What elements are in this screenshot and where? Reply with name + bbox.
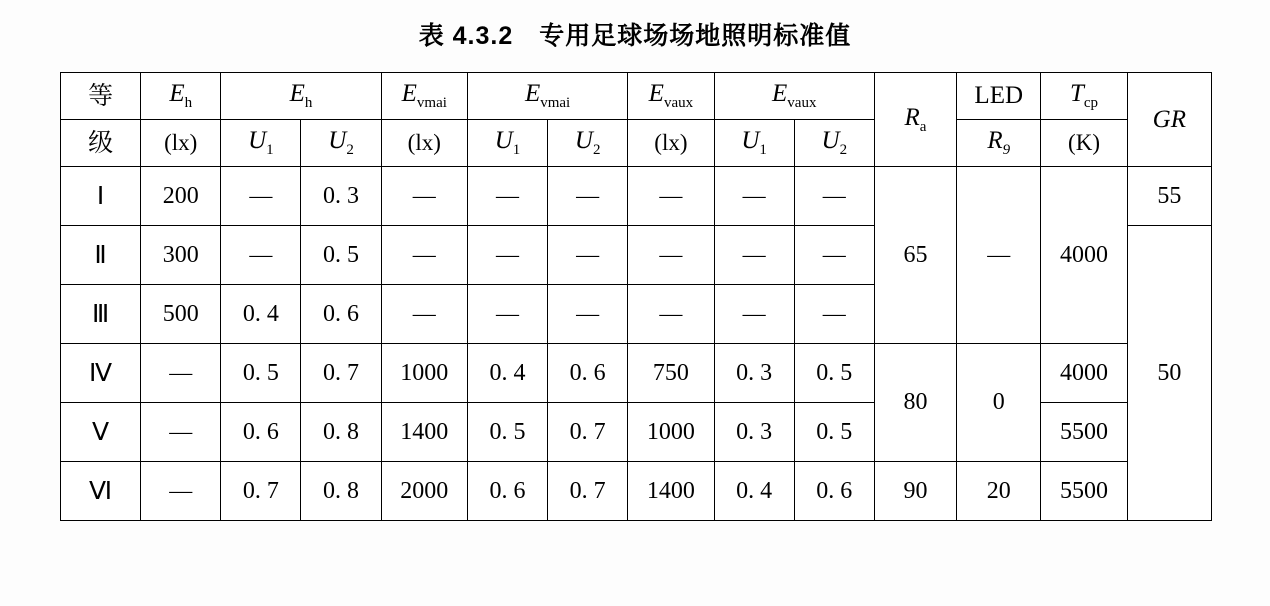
table-row	[61, 462, 1212, 521]
cell-evaux-u1: —	[714, 167, 794, 226]
cell-evmai-u2: 0. 7	[548, 403, 628, 462]
cell-ra-merged: 65	[874, 167, 956, 344]
cell-grade: Ⅲ	[61, 285, 141, 344]
header-eh-u1: $U_1$	[221, 120, 301, 167]
header-grade-line1: 等	[61, 73, 141, 120]
cell-gr: 55	[1127, 167, 1211, 226]
cell-evmai-u2: 0. 6	[548, 344, 628, 403]
cell-grade: Ⅵ	[61, 462, 141, 521]
cell-evmai-u1: —	[467, 167, 547, 226]
cell-grade: Ⅰ	[61, 167, 141, 226]
cell-evmai-u2: —	[548, 285, 628, 344]
header-eh-uniformity: $E_h$	[221, 73, 381, 120]
header-r9: $R_9$	[957, 120, 1041, 167]
cell-ra: 90	[874, 462, 956, 521]
header-evaux-u1: $U_1$	[714, 120, 794, 167]
cell-evmai-u2: 0. 7	[548, 462, 628, 521]
cell-eh: 200	[141, 167, 221, 226]
header-grade-line2: 级	[61, 120, 141, 167]
cell-tcp: 5500	[1041, 462, 1127, 521]
cell-evmai-u2: —	[548, 226, 628, 285]
header-gr: GR	[1127, 73, 1211, 167]
cell-evmai: —	[381, 167, 467, 226]
cell-r9: 20	[957, 462, 1041, 521]
cell-r9-merged: —	[957, 167, 1041, 344]
cell-grade: Ⅱ	[61, 226, 141, 285]
cell-evmai: 1000	[381, 344, 467, 403]
cell-eh-u1: 0. 5	[221, 344, 301, 403]
header-evmai-unit: (lx)	[381, 120, 467, 167]
header-eh-lx: $E_h$	[141, 73, 221, 120]
cell-ra-merged: 80	[874, 344, 956, 462]
cell-evaux-u1: —	[714, 285, 794, 344]
cell-evmai-u1: —	[467, 226, 547, 285]
table-header-row-1	[61, 73, 1212, 120]
cell-evaux-u2: —	[794, 285, 874, 344]
cell-evaux-u2: —	[794, 167, 874, 226]
cell-evaux-u2: 0. 6	[794, 462, 874, 521]
header-evmai-lx: $E_{vmai}$	[381, 73, 467, 120]
header-eh-unit: (lx)	[141, 120, 221, 167]
header-evmai-u1: $U_1$	[467, 120, 547, 167]
cell-eh-u1: 0. 7	[221, 462, 301, 521]
cell-eh-u2: 0. 8	[301, 403, 381, 462]
cell-evmai-u1: 0. 5	[467, 403, 547, 462]
cell-evmai: 2000	[381, 462, 467, 521]
cell-eh-u2: 0. 7	[301, 344, 381, 403]
cell-evaux: 750	[628, 344, 714, 403]
lighting-standard-table-wrap	[60, 72, 1212, 521]
header-evaux-u2: $U_2$	[794, 120, 874, 167]
cell-eh-u2: 0. 8	[301, 462, 381, 521]
table-header-row-2	[61, 120, 1212, 167]
caption-number: 表 4.3.2	[418, 22, 514, 50]
cell-eh: 500	[141, 285, 221, 344]
header-evmai-uniformity: $E_{vmai}$	[467, 73, 627, 120]
cell-evmai-u2: —	[548, 167, 628, 226]
cell-eh: 300	[141, 226, 221, 285]
cell-eh: —	[141, 403, 221, 462]
header-evaux-uniformity: $E_{vaux}$	[714, 73, 874, 120]
cell-evmai: 1400	[381, 403, 467, 462]
cell-evmai-u1: 0. 4	[467, 344, 547, 403]
cell-evaux: 1000	[628, 403, 714, 462]
cell-r9-merged: 0	[957, 344, 1041, 462]
cell-evaux: —	[628, 226, 714, 285]
header-tcp-unit: (K)	[1041, 120, 1127, 167]
header-tcp: $T_{cp}$	[1041, 73, 1127, 120]
header-evaux-lx: $E_{vaux}$	[628, 73, 714, 120]
cell-evaux-u2: —	[794, 226, 874, 285]
cell-tcp-merged: 4000	[1041, 167, 1127, 344]
table-row	[61, 167, 1212, 226]
cell-eh-u2: 0. 6	[301, 285, 381, 344]
caption-title: 专用足球场场地照明标准值	[539, 22, 852, 50]
header-evmai-u2: $U_2$	[548, 120, 628, 167]
cell-evaux: —	[628, 167, 714, 226]
cell-tcp: 4000	[1041, 344, 1127, 403]
cell-eh-u1: —	[221, 226, 301, 285]
cell-eh-u1: —	[221, 167, 301, 226]
table-row	[61, 344, 1212, 403]
header-eh-u2: $U_2$	[301, 120, 381, 167]
header-led: LED	[957, 73, 1041, 120]
cell-grade: Ⅴ	[61, 403, 141, 462]
cell-evaux-u2: 0. 5	[794, 344, 874, 403]
lighting-standard-table	[60, 72, 1212, 521]
cell-evaux-u1: 0. 3	[714, 344, 794, 403]
cell-evaux-u1: 0. 4	[714, 462, 794, 521]
cell-evaux: —	[628, 285, 714, 344]
cell-eh-u2: 0. 5	[301, 226, 381, 285]
cell-grade: Ⅳ	[61, 344, 141, 403]
header-evaux-unit: (lx)	[628, 120, 714, 167]
cell-evmai-u1: 0. 6	[467, 462, 547, 521]
table-caption	[0, 0, 1270, 66]
cell-evmai: —	[381, 226, 467, 285]
cell-evmai: —	[381, 285, 467, 344]
cell-evaux-u1: 0. 3	[714, 403, 794, 462]
header-ra: $R_a$	[874, 73, 956, 167]
cell-eh: —	[141, 344, 221, 403]
cell-tcp: 5500	[1041, 403, 1127, 462]
cell-eh-u1: 0. 4	[221, 285, 301, 344]
cell-evmai-u1: —	[467, 285, 547, 344]
cell-gr-merged: 50	[1127, 226, 1211, 521]
cell-evaux: 1400	[628, 462, 714, 521]
cell-evaux-u1: —	[714, 226, 794, 285]
cell-eh-u1: 0. 6	[221, 403, 301, 462]
cell-eh-u2: 0. 3	[301, 167, 381, 226]
cell-evaux-u2: 0. 5	[794, 403, 874, 462]
cell-eh: —	[141, 462, 221, 521]
